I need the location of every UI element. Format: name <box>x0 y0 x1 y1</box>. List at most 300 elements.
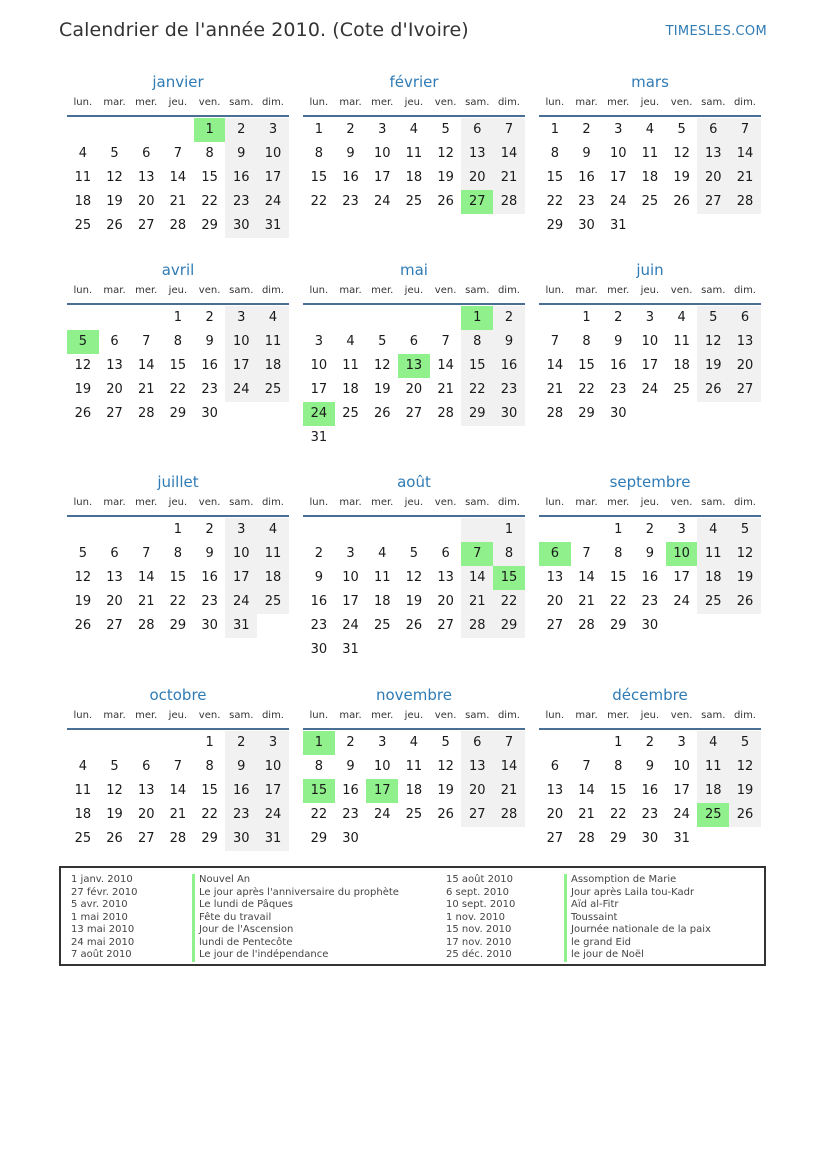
day-cell[interactable]: 22 <box>461 378 493 402</box>
holiday-day-cell[interactable]: 1 <box>303 731 335 755</box>
day-cell[interactable]: 12 <box>437 146 454 161</box>
day-cell[interactable]: 17 <box>257 166 289 190</box>
day-cell[interactable]: 23 <box>641 594 659 609</box>
day-cell[interactable]: 10 <box>609 146 627 161</box>
day-cell[interactable]: 28 <box>437 406 454 421</box>
day-cell[interactable]: 16 <box>225 166 257 190</box>
day-cell[interactable]: 13 <box>437 570 454 585</box>
day-cell[interactable]: 14 <box>137 358 155 373</box>
day-cell[interactable]: 12 <box>106 783 123 798</box>
day-cell[interactable]: 11 <box>74 170 92 185</box>
day-cell[interactable]: 2 <box>205 522 214 537</box>
holiday-day-cell[interactable]: 5 <box>67 330 99 354</box>
day-cell[interactable]: 5 <box>110 146 119 161</box>
day-cell[interactable]: 22 <box>201 807 218 822</box>
day-cell[interactable]: 4 <box>645 122 655 137</box>
day-cell[interactable]: 8 <box>205 146 214 161</box>
day-cell[interactable]: 3 <box>645 310 655 325</box>
day-cell[interactable]: 11 <box>373 570 391 585</box>
day-cell[interactable]: 26 <box>437 194 454 209</box>
day-cell[interactable]: 20 <box>461 166 493 190</box>
day-cell[interactable]: 22 <box>310 194 328 209</box>
day-cell[interactable]: 31 <box>310 430 328 445</box>
day-cell[interactable]: 12 <box>74 570 92 585</box>
day-cell[interactable]: 11 <box>342 358 359 373</box>
day-cell[interactable]: 27 <box>546 831 564 846</box>
day-cell[interactable]: 20 <box>405 382 423 397</box>
day-cell[interactable]: 23 <box>342 807 359 822</box>
day-cell[interactable]: 31 <box>257 214 289 238</box>
day-cell[interactable]: 31 <box>342 642 359 657</box>
day-cell[interactable]: 27 <box>106 618 123 633</box>
day-cell[interactable]: 19 <box>437 170 454 185</box>
day-cell[interactable]: 18 <box>697 779 729 803</box>
day-cell[interactable]: 28 <box>493 190 525 214</box>
holiday-day-cell[interactable]: 25 <box>697 803 729 827</box>
day-cell[interactable]: 30 <box>609 406 627 421</box>
day-cell[interactable]: 8 <box>314 146 323 161</box>
day-cell[interactable]: 26 <box>729 803 761 827</box>
day-cell[interactable]: 26 <box>106 218 123 233</box>
day-cell[interactable]: 6 <box>697 118 729 142</box>
holiday-day-cell[interactable]: 15 <box>493 566 525 590</box>
day-cell[interactable]: 18 <box>373 594 391 609</box>
day-cell[interactable]: 22 <box>609 807 627 822</box>
day-cell[interactable]: 9 <box>225 142 257 166</box>
day-cell[interactable]: 21 <box>169 194 187 209</box>
day-cell[interactable]: 2 <box>645 735 655 750</box>
day-cell[interactable]: 17 <box>257 779 289 803</box>
day-cell[interactable]: 1 <box>314 122 323 137</box>
day-cell[interactable]: 25 <box>405 194 423 209</box>
day-cell[interactable]: 8 <box>582 334 591 349</box>
day-cell[interactable]: 14 <box>437 358 454 373</box>
day-cell[interactable]: 18 <box>74 194 92 209</box>
day-cell[interactable]: 13 <box>461 755 493 779</box>
day-cell[interactable]: 28 <box>729 190 761 214</box>
day-cell[interactable]: 4 <box>697 518 729 542</box>
day-cell[interactable]: 20 <box>546 594 564 609</box>
day-cell[interactable]: 2 <box>493 306 525 330</box>
day-cell[interactable]: 10 <box>225 542 257 566</box>
day-cell[interactable]: 30 <box>201 406 218 421</box>
day-cell[interactable]: 13 <box>546 783 564 798</box>
day-cell[interactable]: 4 <box>378 546 387 561</box>
day-cell[interactable]: 25 <box>74 831 92 846</box>
day-cell[interactable]: 6 <box>550 759 559 774</box>
holiday-day-cell[interactable]: 1 <box>194 118 226 142</box>
day-cell[interactable]: 24 <box>373 194 391 209</box>
day-cell[interactable]: 28 <box>137 618 155 633</box>
day-cell[interactable]: 13 <box>106 570 123 585</box>
day-cell[interactable]: 9 <box>205 334 214 349</box>
day-cell[interactable]: 25 <box>257 378 289 402</box>
day-cell[interactable]: 2 <box>645 522 655 537</box>
day-cell[interactable]: 8 <box>493 542 525 566</box>
day-cell[interactable]: 21 <box>493 166 525 190</box>
day-cell[interactable]: 29 <box>201 218 218 233</box>
day-cell[interactable]: 22 <box>546 194 564 209</box>
day-cell[interactable]: 21 <box>578 594 595 609</box>
day-cell[interactable]: 19 <box>437 783 454 798</box>
day-cell[interactable]: 8 <box>550 146 559 161</box>
holiday-day-cell[interactable]: 13 <box>398 354 430 378</box>
day-cell[interactable]: 16 <box>641 783 659 798</box>
day-cell[interactable]: 16 <box>493 354 525 378</box>
day-cell[interactable]: 23 <box>578 194 595 209</box>
day-cell[interactable]: 23 <box>225 803 257 827</box>
day-cell[interactable]: 10 <box>673 759 690 774</box>
day-cell[interactable]: 6 <box>142 146 151 161</box>
day-cell[interactable]: 7 <box>142 546 151 561</box>
day-cell[interactable]: 9 <box>346 146 355 161</box>
day-cell[interactable]: 16 <box>225 779 257 803</box>
day-cell[interactable]: 27 <box>461 803 493 827</box>
day-cell[interactable]: 15 <box>609 783 627 798</box>
day-cell[interactable]: 3 <box>257 118 289 142</box>
day-cell[interactable]: 18 <box>257 566 289 590</box>
day-cell[interactable]: 29 <box>493 614 525 638</box>
day-cell[interactable]: 23 <box>201 594 218 609</box>
day-cell[interactable]: 30 <box>578 218 595 233</box>
day-cell[interactable]: 21 <box>137 594 155 609</box>
day-cell[interactable]: 29 <box>609 618 627 633</box>
day-cell[interactable]: 9 <box>645 759 655 774</box>
day-cell[interactable]: 4 <box>697 731 729 755</box>
day-cell[interactable]: 13 <box>729 330 761 354</box>
day-cell[interactable]: 15 <box>201 170 218 185</box>
day-cell[interactable]: 20 <box>546 807 564 822</box>
day-cell[interactable]: 7 <box>582 546 591 561</box>
day-cell[interactable]: 23 <box>310 618 328 633</box>
day-cell[interactable]: 25 <box>257 590 289 614</box>
day-cell[interactable]: 14 <box>729 142 761 166</box>
day-cell[interactable]: 6 <box>409 334 419 349</box>
day-cell[interactable]: 18 <box>405 170 423 185</box>
day-cell[interactable]: 12 <box>373 358 391 373</box>
day-cell[interactable]: 25 <box>342 406 359 421</box>
day-cell[interactable]: 28 <box>169 831 187 846</box>
day-cell[interactable]: 12 <box>405 570 423 585</box>
day-cell[interactable]: 11 <box>405 146 423 161</box>
holiday-day-cell[interactable]: 7 <box>461 542 493 566</box>
day-cell[interactable]: 26 <box>106 831 123 846</box>
day-cell[interactable]: 11 <box>673 334 690 349</box>
day-cell[interactable]: 17 <box>609 170 627 185</box>
day-cell[interactable]: 25 <box>697 590 729 614</box>
day-cell[interactable]: 3 <box>378 122 387 137</box>
day-cell[interactable]: 9 <box>314 570 323 585</box>
day-cell[interactable]: 14 <box>578 570 595 585</box>
day-cell[interactable]: 11 <box>697 755 729 779</box>
day-cell[interactable]: 2 <box>346 122 355 137</box>
day-cell[interactable]: 18 <box>74 807 92 822</box>
brand-link[interactable]: TIMESLES.COM <box>665 24 767 39</box>
day-cell[interactable]: 9 <box>205 546 214 561</box>
day-cell[interactable]: 19 <box>729 566 761 590</box>
day-cell[interactable]: 13 <box>137 783 155 798</box>
day-cell[interactable]: 28 <box>169 218 187 233</box>
day-cell[interactable]: 19 <box>74 594 92 609</box>
day-cell[interactable]: 14 <box>461 566 493 590</box>
day-cell[interactable]: 24 <box>257 190 289 214</box>
day-cell[interactable]: 1 <box>173 310 183 325</box>
day-cell[interactable]: 11 <box>257 542 289 566</box>
day-cell[interactable]: 25 <box>641 194 659 209</box>
day-cell[interactable]: 8 <box>461 330 493 354</box>
day-cell[interactable]: 20 <box>697 166 729 190</box>
day-cell[interactable]: 7 <box>441 334 450 349</box>
day-cell[interactable]: 29 <box>169 406 187 421</box>
day-cell[interactable]: 29 <box>461 402 493 426</box>
day-cell[interactable]: 15 <box>169 570 187 585</box>
day-cell[interactable]: 7 <box>493 118 525 142</box>
day-cell[interactable]: 7 <box>493 731 525 755</box>
day-cell[interactable]: 8 <box>205 759 214 774</box>
day-cell[interactable]: 18 <box>697 566 729 590</box>
day-cell[interactable]: 19 <box>106 807 123 822</box>
day-cell[interactable]: 10 <box>225 330 257 354</box>
day-cell[interactable]: 28 <box>461 614 493 638</box>
day-cell[interactable]: 5 <box>729 731 761 755</box>
day-cell[interactable]: 9 <box>346 759 355 774</box>
day-cell[interactable]: 21 <box>437 382 454 397</box>
day-cell[interactable]: 26 <box>673 194 690 209</box>
day-cell[interactable]: 26 <box>697 378 729 402</box>
day-cell[interactable]: 11 <box>257 330 289 354</box>
day-cell[interactable]: 8 <box>614 546 623 561</box>
day-cell[interactable]: 24 <box>641 382 659 397</box>
day-cell[interactable]: 12 <box>729 542 761 566</box>
day-cell[interactable]: 28 <box>493 803 525 827</box>
day-cell[interactable]: 17 <box>310 382 328 397</box>
day-cell[interactable]: 6 <box>461 731 493 755</box>
day-cell[interactable]: 27 <box>729 378 761 402</box>
day-cell[interactable]: 4 <box>78 759 87 774</box>
day-cell[interactable]: 4 <box>346 334 355 349</box>
day-cell[interactable]: 30 <box>342 831 359 846</box>
day-cell[interactable]: 7 <box>142 334 151 349</box>
day-cell[interactable]: 5 <box>110 759 119 774</box>
day-cell[interactable]: 16 <box>578 170 595 185</box>
day-cell[interactable]: 26 <box>437 807 454 822</box>
day-cell[interactable]: 2 <box>225 731 257 755</box>
day-cell[interactable]: 14 <box>493 142 525 166</box>
day-cell[interactable]: 2 <box>614 310 623 325</box>
day-cell[interactable]: 29 <box>310 831 328 846</box>
day-cell[interactable]: 10 <box>373 146 391 161</box>
day-cell[interactable]: 1 <box>614 522 623 537</box>
day-cell[interactable]: 18 <box>257 354 289 378</box>
day-cell[interactable]: 22 <box>609 594 627 609</box>
day-cell[interactable]: 13 <box>106 358 123 373</box>
day-cell[interactable]: 19 <box>673 170 690 185</box>
day-cell[interactable]: 12 <box>729 755 761 779</box>
day-cell[interactable]: 19 <box>729 779 761 803</box>
day-cell[interactable]: 18 <box>673 358 690 373</box>
day-cell[interactable]: 10 <box>641 334 659 349</box>
day-cell[interactable]: 23 <box>342 194 359 209</box>
day-cell[interactable]: 28 <box>137 406 155 421</box>
day-cell[interactable]: 21 <box>137 382 155 397</box>
day-cell[interactable]: 3 <box>677 522 686 537</box>
day-cell[interactable]: 24 <box>257 803 289 827</box>
day-cell[interactable]: 1 <box>493 518 525 542</box>
day-cell[interactable]: 26 <box>405 618 423 633</box>
day-cell[interactable]: 20 <box>137 194 155 209</box>
day-cell[interactable]: 16 <box>342 170 359 185</box>
day-cell[interactable]: 30 <box>493 402 525 426</box>
day-cell[interactable]: 19 <box>373 382 391 397</box>
day-cell[interactable]: 11 <box>405 759 423 774</box>
day-cell[interactable]: 1 <box>550 122 559 137</box>
day-cell[interactable]: 30 <box>641 831 659 846</box>
day-cell[interactable]: 6 <box>142 759 151 774</box>
day-cell[interactable]: 9 <box>582 146 591 161</box>
day-cell[interactable]: 22 <box>169 594 187 609</box>
day-cell[interactable]: 4 <box>257 306 289 330</box>
day-cell[interactable]: 29 <box>169 618 187 633</box>
day-cell[interactable]: 22 <box>493 590 525 614</box>
day-cell[interactable]: 8 <box>614 759 623 774</box>
day-cell[interactable]: 10 <box>373 759 391 774</box>
holiday-day-cell[interactable]: 10 <box>666 542 698 566</box>
day-cell[interactable]: 15 <box>310 170 328 185</box>
day-cell[interactable]: 11 <box>697 542 729 566</box>
day-cell[interactable]: 9 <box>493 330 525 354</box>
day-cell[interactable]: 30 <box>225 827 257 851</box>
day-cell[interactable]: 24 <box>673 594 690 609</box>
day-cell[interactable]: 9 <box>225 755 257 779</box>
day-cell[interactable]: 24 <box>373 807 391 822</box>
day-cell[interactable]: 8 <box>173 546 183 561</box>
day-cell[interactable]: 3 <box>614 122 623 137</box>
day-cell[interactable]: 11 <box>74 783 92 798</box>
day-cell[interactable]: 15 <box>546 170 564 185</box>
day-cell[interactable]: 6 <box>110 334 119 349</box>
day-cell[interactable]: 20 <box>106 594 123 609</box>
day-cell[interactable]: 25 <box>74 218 92 233</box>
day-cell[interactable]: 18 <box>405 783 423 798</box>
day-cell[interactable]: 3 <box>314 334 323 349</box>
day-cell[interactable]: 23 <box>493 378 525 402</box>
day-cell[interactable]: 1 <box>205 735 214 750</box>
day-cell[interactable]: 2 <box>314 546 323 561</box>
day-cell[interactable]: 27 <box>546 618 564 633</box>
day-cell[interactable]: 19 <box>405 594 423 609</box>
day-cell[interactable]: 29 <box>201 831 218 846</box>
day-cell[interactable]: 22 <box>578 382 595 397</box>
day-cell[interactable]: 5 <box>409 546 419 561</box>
day-cell[interactable]: 2 <box>225 118 257 142</box>
day-cell[interactable]: 31 <box>225 614 257 638</box>
day-cell[interactable]: 19 <box>106 194 123 209</box>
day-cell[interactable]: 15 <box>461 354 493 378</box>
day-cell[interactable]: 17 <box>342 594 359 609</box>
day-cell[interactable]: 31 <box>673 831 690 846</box>
day-cell[interactable]: 16 <box>201 358 218 373</box>
holiday-day-cell[interactable]: 24 <box>303 402 335 426</box>
day-cell[interactable]: 1 <box>614 735 623 750</box>
day-cell[interactable]: 29 <box>578 406 595 421</box>
day-cell[interactable]: 27 <box>106 406 123 421</box>
day-cell[interactable]: 26 <box>373 406 391 421</box>
day-cell[interactable]: 5 <box>378 334 387 349</box>
day-cell[interactable]: 3 <box>257 731 289 755</box>
day-cell[interactable]: 23 <box>225 190 257 214</box>
day-cell[interactable]: 21 <box>546 382 564 397</box>
day-cell[interactable]: 10 <box>310 358 328 373</box>
day-cell[interactable]: 12 <box>74 358 92 373</box>
day-cell[interactable]: 16 <box>201 570 218 585</box>
day-cell[interactable]: 1 <box>582 310 591 325</box>
day-cell[interactable]: 20 <box>137 807 155 822</box>
day-cell[interactable]: 9 <box>645 546 655 561</box>
day-cell[interactable]: 8 <box>314 759 323 774</box>
day-cell[interactable]: 10 <box>342 570 359 585</box>
day-cell[interactable]: 5 <box>729 518 761 542</box>
day-cell[interactable]: 4 <box>409 735 419 750</box>
day-cell[interactable]: 12 <box>673 146 690 161</box>
day-cell[interactable]: 27 <box>437 618 454 633</box>
day-cell[interactable]: 22 <box>169 382 187 397</box>
day-cell[interactable]: 3 <box>225 306 257 330</box>
day-cell[interactable]: 22 <box>201 194 218 209</box>
day-cell[interactable]: 5 <box>78 546 87 561</box>
day-cell[interactable]: 3 <box>346 546 355 561</box>
day-cell[interactable]: 5 <box>677 122 686 137</box>
day-cell[interactable]: 7 <box>582 759 591 774</box>
day-cell[interactable]: 13 <box>137 170 155 185</box>
day-cell[interactable]: 27 <box>405 406 423 421</box>
day-cell[interactable]: 6 <box>441 546 450 561</box>
day-cell[interactable]: 14 <box>546 358 564 373</box>
day-cell[interactable]: 29 <box>546 218 564 233</box>
day-cell[interactable]: 24 <box>609 194 627 209</box>
day-cell[interactable]: 10 <box>257 755 289 779</box>
day-cell[interactable]: 15 <box>609 570 627 585</box>
day-cell[interactable]: 20 <box>106 382 123 397</box>
day-cell[interactable]: 3 <box>378 735 387 750</box>
day-cell[interactable]: 24 <box>225 590 257 614</box>
day-cell[interactable]: 21 <box>493 779 525 803</box>
day-cell[interactable]: 17 <box>673 570 690 585</box>
day-cell[interactable]: 14 <box>137 570 155 585</box>
day-cell[interactable]: 15 <box>169 358 187 373</box>
day-cell[interactable]: 1 <box>173 522 183 537</box>
day-cell[interactable]: 5 <box>441 735 450 750</box>
day-cell[interactable]: 20 <box>437 594 454 609</box>
day-cell[interactable]: 2 <box>582 122 591 137</box>
day-cell[interactable]: 14 <box>169 170 187 185</box>
day-cell[interactable]: 26 <box>729 590 761 614</box>
day-cell[interactable]: 2 <box>346 735 355 750</box>
day-cell[interactable]: 4 <box>257 518 289 542</box>
day-cell[interactable]: 30 <box>641 618 659 633</box>
day-cell[interactable]: 18 <box>342 382 359 397</box>
holiday-day-cell[interactable]: 15 <box>303 779 335 803</box>
day-cell[interactable]: 6 <box>729 306 761 330</box>
day-cell[interactable]: 30 <box>310 642 328 657</box>
day-cell[interactable]: 7 <box>173 759 183 774</box>
day-cell[interactable]: 4 <box>78 146 87 161</box>
day-cell[interactable]: 25 <box>673 382 690 397</box>
day-cell[interactable]: 8 <box>173 334 183 349</box>
day-cell[interactable]: 24 <box>342 618 359 633</box>
day-cell[interactable]: 21 <box>169 807 187 822</box>
day-cell[interactable]: 18 <box>641 170 659 185</box>
day-cell[interactable]: 19 <box>697 354 729 378</box>
